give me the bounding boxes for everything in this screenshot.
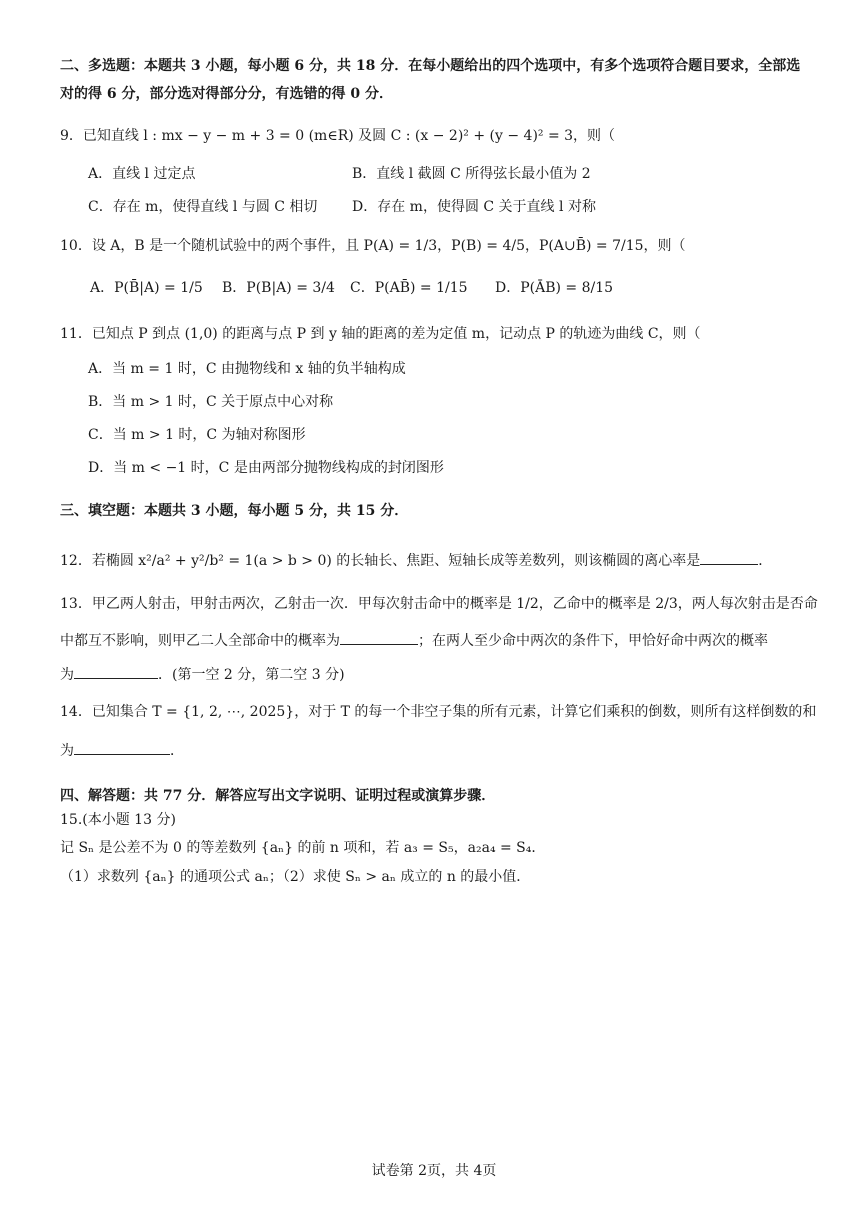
page-footer: 试卷第 2页，共 4页 — [371, 1163, 497, 1179]
q14-line2 — [60, 740, 828, 761]
q13-line2b: ；在两人至少命中两次的条件下，甲恰好命中两次的概率 — [418, 633, 768, 649]
q9-option-d: D．存在 m，使得圆 C 关于直线 l 对称 — [352, 199, 596, 215]
q12-answer-blank — [700, 550, 758, 565]
q12-text: 12．若椭圆 x²/a² + y²/b² = 1(a > b > 0) 的长轴长、焦距、短轴长成等差数列，则该椭圆的离心率是 — [60, 553, 701, 569]
q13-line2a: 中都互不影响，则甲乙二人全部命中的概率为 — [60, 633, 340, 649]
section4-heading: 四、解答题：共 77 分．解答应写出文字说明、证明过程或演算步骤． — [60, 788, 496, 804]
q15-parts: （1）求数列 {aₙ} 的通项公式 aₙ；（2）求使 Sₙ > aₙ 成立的 n 的最小值． — [60, 869, 531, 885]
q12-end: ． — [758, 553, 773, 569]
q10-option-c: C．P(AB̄) = 1/15 — [350, 280, 468, 296]
q14-line1: 14．已知集合 T = {1, 2, ⋯, 2025}，对于 T 的每一个非空子集的所有元素，计算它们乘积的倒数，则所有这样倒数的和 — [60, 704, 817, 720]
q14-line2a: 为 — [60, 743, 74, 759]
q10-stem: 10．设 A，B 是一个随机试验中的两个事件，且 P(A) = 1/3，P(B) = 4/5，P(A∪B̄) = 7/15，则（ — [60, 238, 686, 254]
q15-title: 15.(本小题 13 分) — [60, 812, 176, 828]
section3-heading: 三、填空题：本题共 3 小题，每小题 5 分，共 15 分． — [60, 503, 409, 519]
q13-line3a: 为 — [60, 667, 74, 683]
q9-option-a: A．直线 l 过定点 — [88, 166, 196, 182]
q11-option-c: C．当 m > 1 时，C 为轴对称图形 — [88, 427, 306, 443]
q13-line1: 13．甲乙两人射击，甲射击两次，乙射击一次．甲每次射击命中的概率是 1/2，乙命中的概率是 2/3，两人每次射击是否命 — [60, 596, 818, 612]
q13-line2 — [60, 630, 828, 651]
q14-blank — [74, 740, 170, 755]
q14-line2b: ． — [170, 743, 184, 759]
q11-option-d: D．当 m < −1 时，C 是由两部分抛物线构成的封闭图形 — [88, 460, 444, 476]
q13-line3 — [60, 664, 828, 685]
q13-blank-1 — [340, 630, 418, 645]
q10-option-b: B．P(B|A) = 3/4 — [222, 280, 335, 296]
q10-option-a: A．P(B̄|A) = 1/5 — [90, 280, 203, 296]
section2-heading-line1: 二、多选题：本题共 3 小题，每小题 6 分，共 18 分．在每小题给出的四个选项中，有多个选项符合题目要求，全部选 — [60, 58, 801, 74]
q13-blank-2 — [74, 664, 158, 679]
q12-line — [60, 550, 828, 571]
q11-option-b: B．当 m > 1 时，C 关于原点中心对称 — [88, 394, 334, 410]
q13-line3b: ．(第一空 2 分，第二空 3 分) — [158, 667, 345, 683]
q9-option-b: B．直线 l 截圆 C 所得弦长最小值为 2 — [352, 166, 591, 182]
q9-stem: 9．已知直线 l : mx − y − m + 3 = 0 (m∈R) 及圆 C : (x − 2)² + (y − 4)² = 3，则（ — [60, 128, 616, 144]
q11-option-a: A．当 m = 1 时，C 由抛物线和 x 轴的负半轴构成 — [88, 361, 406, 377]
q11-stem: 11．已知点 P 到点 (1,0) 的距离与点 P 到 y 轴的距离的差为定值 m，记动点 P 的轨迹为曲线 C，则（ — [60, 326, 701, 342]
q15-stem: 记 Sₙ 是公差不为 0 的等差数列 {aₙ} 的前 n 项和，若 a₃ = S₅，a₂a₄ = S₄． — [60, 840, 546, 856]
section2-heading-line2: 对的得 6 分，部分选对得部分分，有选错的得 0 分． — [60, 86, 393, 102]
q10-option-d: D．P(ĀB) = 8/15 — [495, 280, 614, 296]
q9-option-c: C．存在 m，使得直线 l 与圆 C 相切 — [88, 199, 318, 215]
